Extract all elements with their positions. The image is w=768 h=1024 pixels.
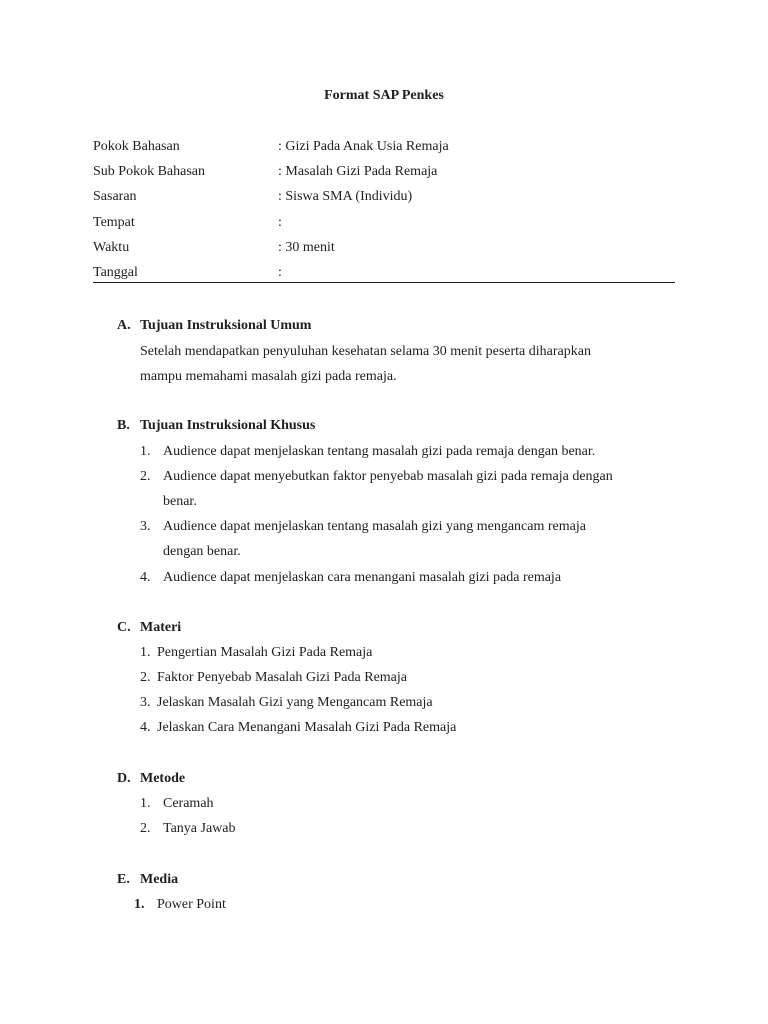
info-label: Pokok Bahasan [93,139,180,154]
info-row [93,137,675,162]
list-text: Audience dapat menjelaskan tentang masalah gizi yang mengancam remaja [163,519,586,534]
list-number: 2. [140,469,151,484]
info-label: Sub Pokok Bahasan [93,164,205,180]
info-value: : 30 menit [278,239,335,255]
list-number: 1. [140,645,151,660]
list-text: Audience dapat menyebutkan faktor penyebab masalah gizi pada remaja dengan [163,469,613,484]
list-text: Pengertian Masalah Gizi Pada Remaja [157,645,373,660]
list-number: 2. [140,821,151,836]
list-number: 3. [140,695,151,710]
section-title: Tujuan Instruksional Umum [140,318,312,333]
section-title: Metode [140,771,186,786]
section-b-heading [117,416,315,436]
list-number: 1. [140,796,151,811]
info-row [93,162,675,187]
list-text: Faktor Penyebab Masalah Gizi Pada Remaja [157,670,407,685]
section-a-heading [117,316,311,336]
section-letter: D. [117,771,131,786]
list-text: benar. [163,494,197,509]
info-label: Tempat [93,214,135,230]
info-label: Waktu [93,239,130,255]
list-text: dengan benar. [163,544,241,559]
section-letter: B. [117,418,130,433]
list-text: Tanya Jawab [163,821,236,836]
list-number: 1. [140,444,151,459]
info-row [93,238,675,263]
info-value: : Siswa SMA (Individu) [278,189,413,205]
list-number: 4. [140,720,151,735]
info-row [93,213,675,238]
info-value: : Masalah Gizi Pada Remaja [278,164,438,180]
list-number: 2. [140,670,151,685]
section-letter: C. [117,620,131,635]
info-label: Tanggal [93,264,138,280]
info-value: : [278,264,282,280]
section-a-paragraph-line: Setelah mendapatkan penyuluhan kesehatan selama 30 menit peserta diharapkan [140,344,591,359]
list-text: Jelaskan Cara Menangani Masalah Gizi Pada Remaja [157,720,457,735]
section-title: Media [140,872,179,887]
list-text: Ceramah [163,796,214,811]
list-number: 1. [134,897,145,912]
list-text: Power Point [157,897,226,912]
list-text: Audience dapat menjelaskan cara menangani masalah gizi pada remaja [163,570,562,585]
section-letter: A. [117,318,131,333]
info-row [93,263,675,288]
info-value: : [278,214,282,230]
info-row [93,187,675,212]
list-text: Audience dapat menjelaskan tentang masalah gizi pada remaja dengan benar. [163,444,596,459]
info-label: Sasaran [93,189,137,205]
section-c-heading [117,618,181,638]
section-title: Tujuan Instruksional Khusus [140,418,316,433]
list-number: 4. [140,570,151,585]
info-value: : Gizi Pada Anak Usia Remaja [278,139,449,154]
section-e-heading [117,870,178,890]
section-title: Materi [140,620,182,635]
section-letter: E. [117,872,130,887]
document-title: Format SAP Penkes [324,88,444,103]
section-a-paragraph-line: mampu memahami masalah gizi pada remaja. [140,369,397,384]
info-table [93,137,675,288]
list-number: 3. [140,519,151,534]
list-text: Jelaskan Masalah Gizi yang Mengancam Remaja [157,695,433,710]
info-divider [93,282,675,283]
section-d-heading [117,769,185,789]
